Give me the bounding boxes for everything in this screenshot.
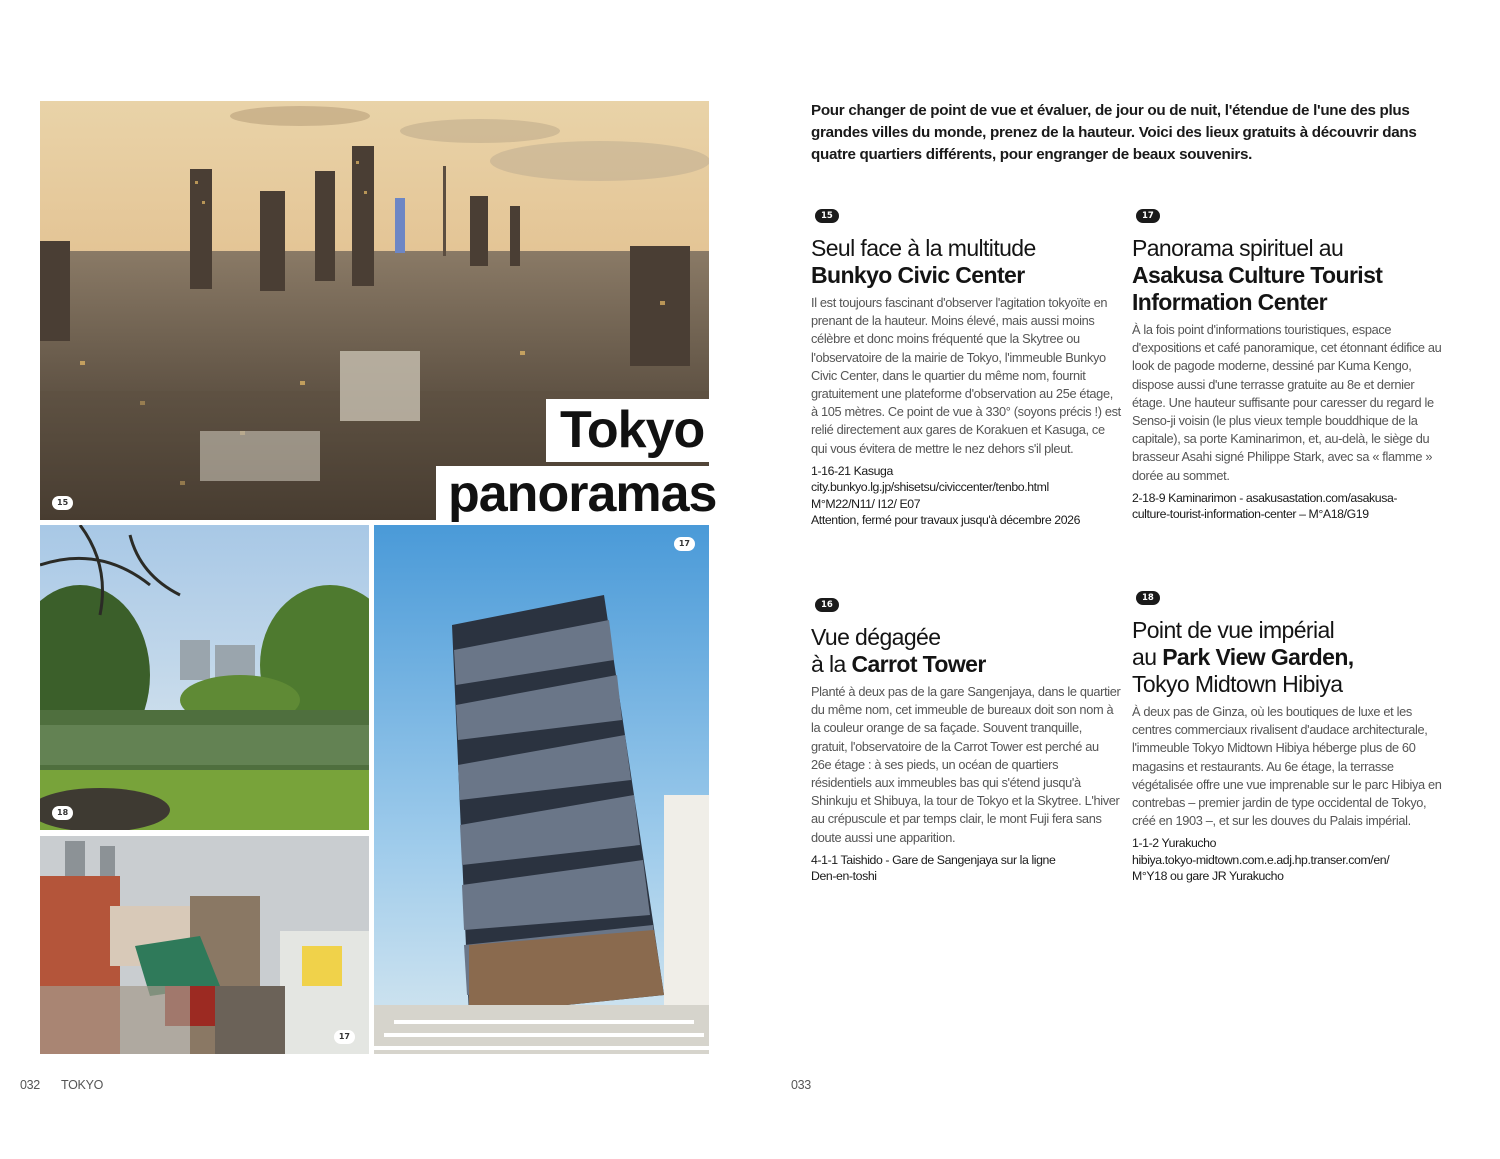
garden-image <box>40 525 369 830</box>
entry-title-bold: Park View Garden, <box>1162 644 1354 670</box>
website-link[interactable]: city.bunkyo.lg.jp/shisetsu/civiccenter/tenbo.html <box>811 480 1049 495</box>
address: 4-1-1 Taishido - Gare de Sangenjaya sur la ligne <box>811 852 1056 867</box>
entry-body: Planté à deux pas de la gare Sangenjaya, dans le quartier du même nom, cet immeuble de bureaux doit son nom à la couleur orange de sa façade. Souvent tranquille, gratuit, l'observatoire de la Carrot Tower est perché au 26e étage : à ses pieds, un océan de quartiers résidentiels aux immeubles bas qui s'étend jusqu'à Shinkuju et Shibuya, la tour de Tokyo et la Skytree. L'hiver au crépuscule et par temps clair, le mont Fuji fera sans doute aussi une apparition. <box>811 684 1121 845</box>
photo-badge: 17 <box>674 537 695 551</box>
entry-practical-info <box>1132 490 1444 523</box>
entry-title-light: à la <box>811 651 846 677</box>
page-number-right: 033 <box>791 1078 811 1092</box>
tower-image <box>374 525 709 1054</box>
entry-number-badge: 16 <box>815 598 839 612</box>
running-header-section: TOKYO <box>61 1078 104 1092</box>
page-number-left: 032 <box>20 1078 40 1092</box>
entry-bunkyo-civic-center <box>811 205 1121 529</box>
entry-park-view-garden <box>1132 587 1444 885</box>
entry-title-light: Seul face à la multitude <box>811 235 1036 261</box>
entry-practical-info <box>811 463 1121 529</box>
entry-number-badge: 18 <box>1136 591 1160 605</box>
entry-title <box>1132 617 1444 698</box>
intro-paragraph: Pour changer de point de vue et évaluer, de jour ou de nuit, l'étendue de l'une des plus grandes villes du monde, prenez de la hauteur. Voici des lieux gratuits à découvrir dans quatre quartiers différents, pour engranger de beaux souvenirs. <box>811 102 1417 163</box>
address: 1-1-2 Yurakucho <box>1132 836 1217 851</box>
photo-asakusa-culture-center <box>374 525 709 1054</box>
train-line: Den-en-toshi <box>811 869 877 884</box>
entry-title-light: Point de vue impérial <box>1132 617 1335 643</box>
entry-title-bold: Bunkyo Civic Center <box>811 262 1025 288</box>
photo-badge: 17 <box>334 1030 355 1044</box>
website-link[interactable]: hibiya.tokyo-midtown.com.e.adj.hp.transer.com/en/ <box>1132 852 1390 867</box>
entry-title-bold: Carrot Tower <box>851 651 986 677</box>
entry-practical-info <box>811 852 1121 885</box>
street-image <box>40 836 369 1054</box>
page-title-line-1: Tokyo <box>546 399 709 462</box>
entry-carrot-tower <box>811 594 1121 885</box>
address: 1-16-21 Kasuga <box>811 463 893 478</box>
entry-practical-info <box>1132 835 1444 885</box>
website-and-metro[interactable]: culture-tourist-information-center – M°A18/G19 <box>1132 507 1369 522</box>
photo-garden-pond <box>40 525 369 830</box>
entry-title-light: Panorama spirituel au <box>1132 235 1344 261</box>
photo-asakusa-street <box>40 836 369 1054</box>
entry-body: Il est toujours fascinant d'observer l'agitation tokyoïte en prenant de la hauteur. Moins élevé, mais aussi moins célèbre et donc moins fréquenté que la Skytree ou l'observatoire de la mairie de Tokyo, l'immeuble Bunkyo Civic Center, dans le quartier du même nom, fournit gratuitement une plateforme d'observation au 25e étage, à 105 mètres. Ce point de vue à 330° (soyons précis !) est relié directement aux gares de Korakuen et Kasuga, ce qui vous évitera de mettre le nez dehors s'il pleut. <box>811 295 1121 456</box>
photo-badge: 15 <box>52 496 73 510</box>
entry-body: À deux pas de Ginza, où les boutiques de luxe et les centres commerciaux rivalisent d'audace architecturale, l'immeuble Tokyo Midtown Hibiya héberge plus de 60 magasins et restaurants. Au 6e étage, la terrasse végétalisée offre une vue imprenable sur le parc Hibiya en contrebas – premier jardin de type occidental de Tokyo, créé en 1903 –, et sur les douves du Palais impérial. <box>1132 704 1442 829</box>
closure-notice: Attention, fermé pour travaux jusqu'à décembre 2026 <box>811 513 1081 528</box>
entry-title-light: Tokyo Midtown Hibiya <box>1132 671 1343 697</box>
entry-title-light: Vue dégagée <box>811 624 941 650</box>
entry-title <box>811 235 1121 289</box>
photo-badge: 18 <box>52 806 73 820</box>
entry-title <box>811 624 1121 678</box>
entry-asakusa-culture-center <box>1132 205 1444 523</box>
entry-title-light: au <box>1132 644 1157 670</box>
page-title-line-2: panoramas <box>436 466 709 525</box>
entry-title <box>1132 235 1444 316</box>
metro-stations: M°Y18 ou gare JR Yurakucho <box>1132 869 1284 884</box>
entry-number-badge: 15 <box>815 209 839 223</box>
entry-title-bold: Asakusa Culture Tourist Information Center <box>1132 262 1383 315</box>
address-and-website[interactable]: 2-18-9 Kaminarimon - asakusastation.com/asakusa- <box>1132 490 1398 505</box>
entry-body: À la fois point d'informations touristiques, espace d'expositions et café panoramique, cet étonnant édifice au look de pagode moderne, dessiné par Kuma Kengo, dispose aussi d'une terrasse gratuite au 8e et dernier étage. Une hauteur suffisante pour caresser du regard le Senso-ji voisin (le plus vieux temple bouddhique de la capitale), sa porte Kaminarimon, et, au-delà, le siège du brasseur Asahi signé Philippe Stark, avec sa « flamme » dorée au sommet. <box>1132 322 1442 483</box>
metro-stations: M°M22/N11/ I12/ E07 <box>811 496 921 511</box>
entry-number-badge: 17 <box>1136 209 1160 223</box>
